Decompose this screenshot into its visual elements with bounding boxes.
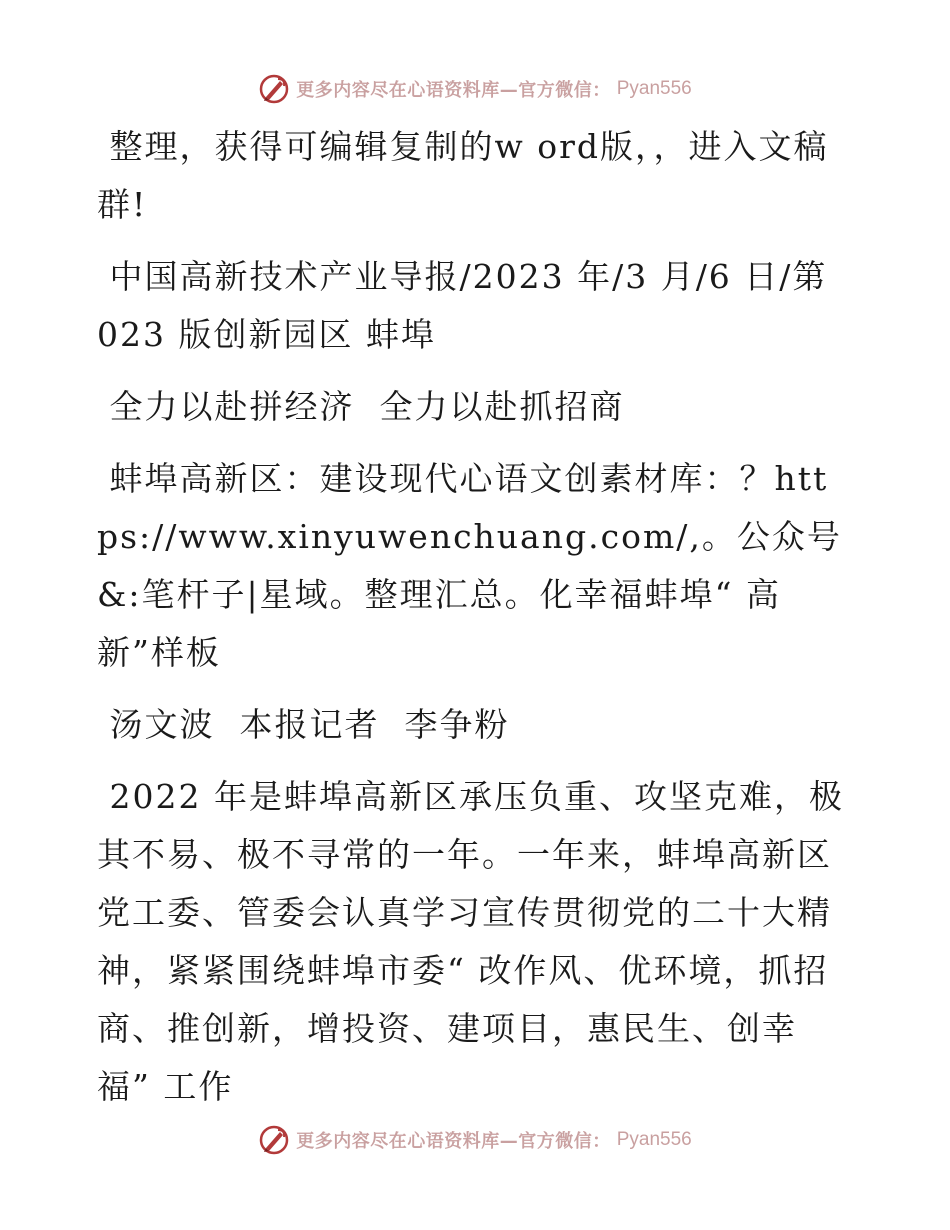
pen-logo-icon (258, 1124, 290, 1156)
watermark-brand: Pyan556 (616, 78, 692, 99)
document-body (97, 118, 849, 1130)
paragraph-body: 2022 年是蚌埠高新区承压负重、攻坚克难，极其不易、极不寻常的一年。一年来，蚌埠高新区党工委、管委会认真学习宣传贯彻党的二十大精神，紧紧围绕蚌埠市委“ 改作风、优环境，抓招商、推创新，增投资、建项目，惠民生、创幸福” 工作 (97, 777, 844, 1106)
paragraph-source: 中国高新技术产业导报/2023 年/3 月/6 日/第023 版创新园区 蚌埠 (97, 257, 828, 354)
paragraph-intro: 整理，获得可编辑复制的w ord版，，进入文稿群! (97, 127, 829, 224)
paragraph-subheadline: 蚌埠高新区：建设现代心语文创素材库：？https://www.xinyuwenchuang.com/,。公众号&:笔杆子|星域。整理汇总。化幸福蚌埠“ 高新”样板 (97, 459, 842, 672)
header-watermark (0, 72, 950, 106)
footer-watermark (0, 1123, 950, 1157)
paragraph-headline: 全力以赴拼经济 全力以赴抓招商 (97, 387, 625, 426)
paragraph-byline: 汤文波 本报记者 李争粉 (97, 705, 510, 744)
watermark-text: 更多内容尽在心语资料库—官方微信： (296, 80, 611, 101)
watermark-text: 更多内容尽在心语资料库—官方微信： (296, 1131, 611, 1152)
watermark-brand: Pyan556 (616, 1129, 692, 1150)
pen-logo-icon (258, 73, 290, 105)
